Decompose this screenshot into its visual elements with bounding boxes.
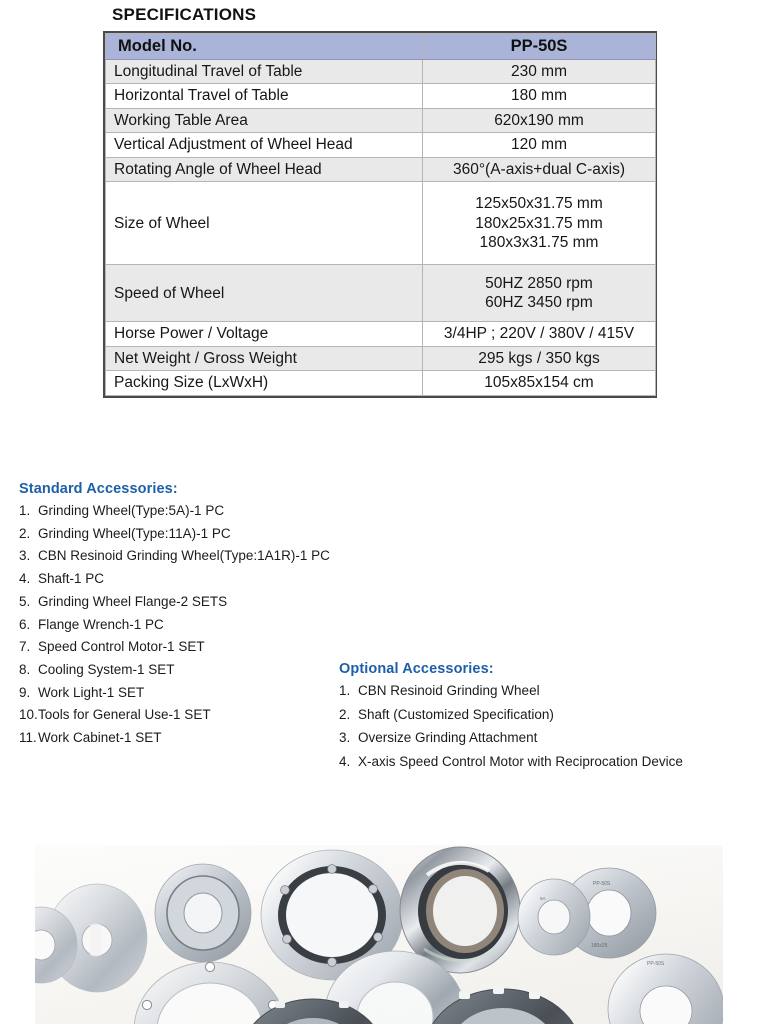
spec-value: 120 mm bbox=[423, 133, 656, 158]
table-header-label: Model No. bbox=[106, 34, 423, 60]
spec-value: 230 mm bbox=[423, 59, 656, 84]
table-row bbox=[106, 59, 656, 84]
standard-accessory-text: Grinding Wheel(Type:11A)-1 PC bbox=[38, 525, 231, 541]
standard-accessory-text: Work Cabinet-1 SET bbox=[38, 730, 162, 746]
table-header-value: PP-50S bbox=[423, 34, 656, 60]
standard-accessory-text: Work Light-1 SET bbox=[38, 684, 145, 700]
list-item bbox=[19, 571, 439, 586]
standard-accessories-title: Standard Accessories: bbox=[19, 481, 178, 497]
standard-accessory-text: Tools for General Use-1 SET bbox=[38, 707, 211, 723]
table-row bbox=[106, 84, 656, 109]
spec-label: Speed of Wheel bbox=[106, 265, 423, 322]
spec-value: 3/4HP ; 220V / 380V / 415V bbox=[423, 322, 656, 347]
svg-text:PP-50S: PP-50S bbox=[593, 881, 611, 887]
standard-accessory-number: 4. bbox=[19, 571, 31, 587]
grinding-wheels-photo bbox=[35, 845, 723, 1024]
standard-accessory-text: Speed Control Motor-1 SET bbox=[38, 639, 205, 655]
list-item bbox=[339, 707, 764, 722]
standard-accessory-text: CBN Resinoid Grinding Wheel(Type:1A1R)-1 PC bbox=[38, 548, 330, 564]
spec-label: Horizontal Travel of Table bbox=[106, 84, 423, 109]
standard-accessory-number: 10. bbox=[19, 707, 38, 723]
standard-accessory-number: 6. bbox=[19, 616, 31, 632]
table-row bbox=[106, 346, 656, 371]
specifications-table bbox=[103, 31, 657, 398]
list-item bbox=[19, 503, 439, 518]
spec-value: 180 mm bbox=[423, 84, 656, 109]
standard-accessory-text: Grinding Wheel(Type:5A)-1 PC bbox=[38, 503, 225, 518]
table-row bbox=[106, 322, 656, 347]
table-row bbox=[106, 265, 656, 322]
table-row bbox=[106, 182, 656, 265]
list-item bbox=[339, 683, 764, 698]
optional-accessory-text: Shaft (Customized Specification) bbox=[358, 706, 554, 722]
table-row bbox=[106, 157, 656, 182]
list-item bbox=[339, 754, 764, 769]
optional-accessory-text: Oversize Grinding Attachment bbox=[358, 730, 538, 746]
table-row bbox=[106, 108, 656, 133]
spec-value: 295 kgs / 350 kgs bbox=[423, 346, 656, 371]
svg-text:5A: 5A bbox=[540, 896, 546, 901]
standard-accessory-number: 3. bbox=[19, 548, 31, 564]
spec-value: 620x190 mm bbox=[423, 108, 656, 133]
list-item bbox=[19, 526, 439, 541]
optional-accessory-number: 2. bbox=[339, 706, 351, 722]
optional-accessory-number: 4. bbox=[339, 753, 351, 769]
list-item bbox=[339, 730, 764, 745]
spec-value: 50HZ 2850 rpm 60HZ 3450 rpm bbox=[423, 265, 656, 322]
spec-label: Vertical Adjustment of Wheel Head bbox=[106, 133, 423, 158]
spec-value: 105x85x154 cm bbox=[423, 371, 656, 396]
spec-label: Net Weight / Gross Weight bbox=[106, 346, 423, 371]
svg-text:180x25: 180x25 bbox=[591, 943, 608, 949]
spec-label: Longitudinal Travel of Table bbox=[106, 59, 423, 84]
standard-accessory-number: 2. bbox=[19, 525, 31, 541]
list-item bbox=[19, 548, 439, 563]
spec-value: 125x50x31.75 mm 180x25x31.75 mm 180x3x31.75 mm bbox=[423, 182, 656, 265]
spec-label: Size of Wheel bbox=[106, 182, 423, 265]
spec-label: Working Table Area bbox=[106, 108, 423, 133]
table-row bbox=[106, 133, 656, 158]
optional-accessory-text: X-axis Speed Control Motor with Reciprocation Device bbox=[358, 753, 683, 769]
standard-accessory-number: 11. bbox=[19, 730, 37, 746]
optional-accessory-number: 3. bbox=[339, 730, 351, 746]
grinding-wheels-illustration bbox=[35, 845, 723, 1024]
standard-accessory-text: Grinding Wheel Flange-2 SETS bbox=[38, 593, 228, 609]
table-row bbox=[106, 371, 656, 396]
standard-accessory-number: 9. bbox=[19, 684, 31, 700]
page-title: SPECIFICATIONS bbox=[112, 5, 257, 24]
standard-accessory-text: Flange Wrench-1 PC bbox=[38, 616, 164, 632]
standard-accessory-number: 5. bbox=[19, 593, 31, 609]
list-item bbox=[19, 594, 439, 609]
spec-label: Horse Power / Voltage bbox=[106, 322, 423, 347]
spec-label: Packing Size (LxWxH) bbox=[106, 371, 423, 396]
svg-text:PP-50S: PP-50S bbox=[647, 961, 665, 967]
table-header-row bbox=[106, 34, 656, 60]
optional-accessories-list bbox=[339, 683, 764, 769]
optional-accessories-section bbox=[339, 661, 764, 777]
standard-accessory-text: Shaft-1 PC bbox=[38, 571, 105, 587]
list-item bbox=[19, 617, 439, 632]
standard-accessory-number: 1. bbox=[19, 503, 31, 518]
optional-accessory-text: CBN Resinoid Grinding Wheel bbox=[358, 683, 540, 698]
spec-value: 360°(A-axis+dual C-axis) bbox=[423, 157, 656, 182]
optional-accessories-title: Optional Accessories: bbox=[339, 661, 494, 677]
standard-accessory-number: 7. bbox=[19, 639, 31, 655]
list-item bbox=[19, 639, 439, 654]
spec-label: Rotating Angle of Wheel Head bbox=[106, 157, 423, 182]
optional-accessory-number: 1. bbox=[339, 683, 351, 698]
standard-accessory-text: Cooling System-1 SET bbox=[38, 661, 175, 677]
standard-accessory-number: 8. bbox=[19, 661, 31, 677]
